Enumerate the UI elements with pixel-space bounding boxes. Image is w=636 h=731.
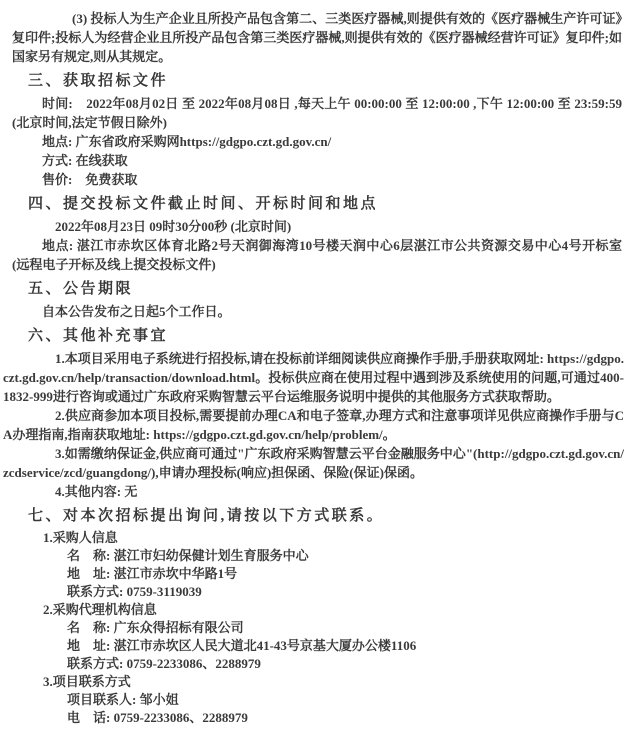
project-phone: 电 话: 0759-2233086、2288979 [67, 710, 248, 725]
bid-opening-place: 地点: 湛江市赤坎区体育北路2号天润御海湾10号楼天润中心6层湛江市公共资源交易中心4号开标室 (远程电子开标及线上提交投标文件) [12, 238, 622, 272]
project-contact-header: 3.项目联系方式 [43, 674, 131, 689]
announcement-period: 自本公告发布之日起5个工作日。 [42, 304, 231, 319]
agency-contact: 联系方式: 0759-2233086、2288979 [67, 656, 261, 671]
section-3-heading: 三、获取招标文件 [28, 73, 169, 89]
project-contact-person: 项目联系人: 邹小姐 [67, 692, 179, 707]
tender-doc-place: 地点: 广东省政府采购网https://gdgpo.czt.gd.gov.cn/ [42, 134, 332, 149]
buyer-name: 名 称: 湛江市妇幼保健计划生育服务中心 [67, 548, 309, 563]
agency-address: 地 址: 湛江市赤坎区人民大道北41-43号京基大厦办公楼1106 [67, 638, 417, 653]
buyer-address: 地 址: 湛江市赤坎中华路1号 [67, 566, 238, 581]
tender-doc-time: 时间: 2022年08月02日 至 2022年08月08日 ,每天上午 00:00:00 至 12:00:00 ,下午 12:00:00 至 23:59:59(北京时间,法定节假日除外) [12, 96, 622, 130]
tender-doc-method: 方式: 在线获取 [42, 153, 128, 168]
agency-info-header: 2.采购代理机构信息 [43, 602, 157, 617]
section-6-heading: 六、其他补充事宜 [28, 328, 169, 344]
supplementary-item-2: 2.供应商参加本项目投标,需要提前办理CA和电子签章,办理方式和注意事项详见供应商操作手册与CA办理指南,指南获取地址: https://gdgpo.czt.gd.gov.cn/help/problem/。 [3, 408, 624, 442]
bid-deadline-datetime: 2022年08月23日 09时30分00秒 (北京时间) [55, 219, 292, 234]
tender-doc-price: 售价: 免费获取 [42, 172, 138, 187]
section-5-heading: 五、公告期限 [28, 281, 134, 297]
agency-name: 名 称: 广东众得招标有限公司 [67, 620, 244, 635]
supplementary-item-1: 1.本项目采用电子系统进行招投标,请在投标前详细阅读供应商操作手册,手册获取网址: https://gdgpo.czt.gd.gov.cn/help/transaction/download.html。投标供应商在使用过程中遇到涉及系统使用的问题,可通过400-1832-999进行咨询或通过广东政府采购智慧云平台运维服务说明中提供的其他服务方式获取帮助。 [3, 351, 624, 404]
supplementary-item-3: 3.如需缴纳保证金,供应商可通过"广东政府采购智慧云平台金融服务中心"(http://gdgpo.czt.gd.gov.cn/zcdservice/zcd/guangdong/),申请办理投标(响应)担保函、保险(保证)保函。 [3, 446, 624, 480]
section-7-heading: 七、对本次招标提出询问,请按以下方式联系。 [28, 508, 385, 524]
clause-3-medical-device-license: (3) 投标人为生产企业且所投产品包含第二、三类医疗器械,则提供有效的《医疗器械生产许可证》复印件;投标人为经营企业且所投产品包含第三类医疗器械,则提供有效的《医疗器械经营许可证》复印件;如国家另有规定,则从其规定。 [12, 11, 622, 64]
buyer-contact: 联系方式: 0759-3119039 [67, 584, 202, 599]
buyer-info-header: 1.采购人信息 [43, 530, 118, 545]
supplementary-item-4: 4.其他内容: 无 [55, 484, 138, 499]
section-4-heading: 四、提交投标文件截止时间、开标时间和地点 [28, 196, 379, 212]
